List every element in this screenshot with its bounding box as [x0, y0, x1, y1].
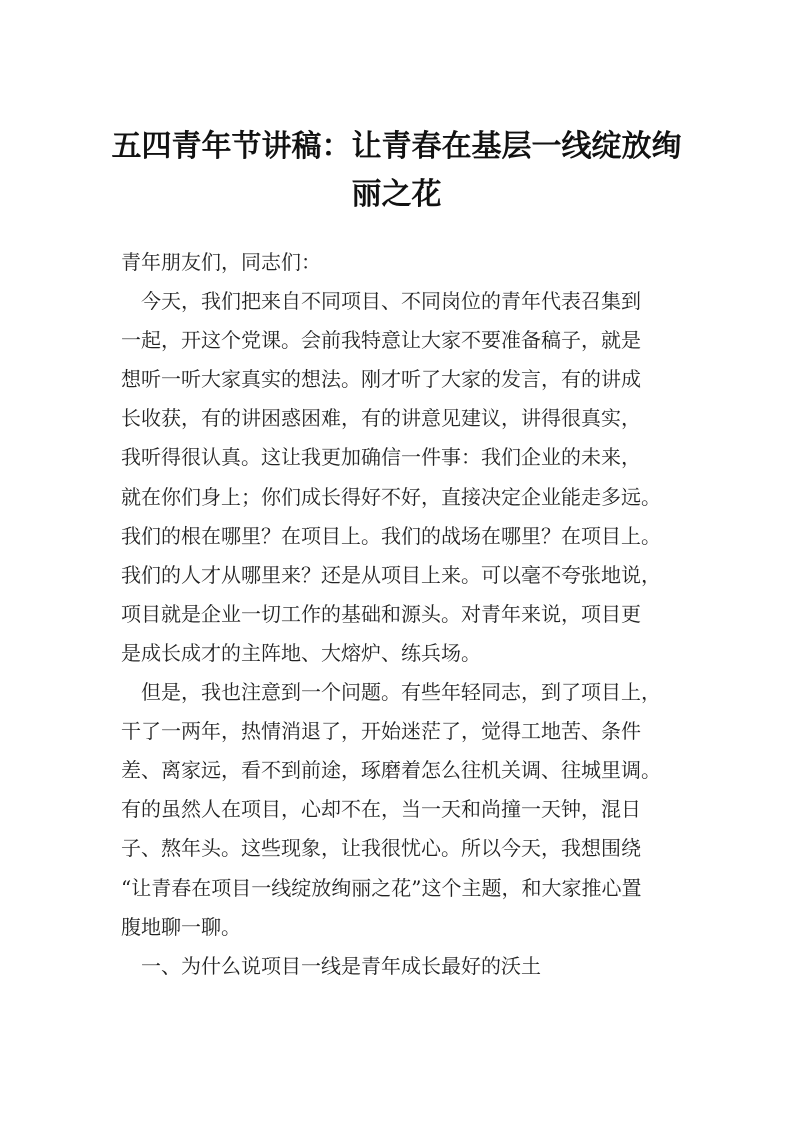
salutation-line: 青年朋友们，同志们：	[121, 250, 321, 274]
body-line: 今天，我们把来自不同项目、不同岗位的青年代表召集到	[141, 289, 641, 314]
body-line: “让青春在项目一线绽放绚丽之花”这个主题，和大家推心置	[121, 875, 642, 900]
document-title-line-2: 丽之花	[351, 177, 442, 212]
body-line: 我们的人才从哪里来？还是从项目上来。可以毫不夸张地说，	[121, 562, 661, 587]
body-line: 干了一两年，热情消退了，开始迷茫了，觉得工地苦、条件	[121, 719, 641, 744]
document-title-line-1: 五四青年节讲稿：让青春在基层一线绽放绚	[111, 129, 682, 164]
body-line: 想听一听大家真实的想法。刚才听了大家的发言，有的讲成	[121, 367, 641, 392]
body-line: 有的虽然人在项目，心却不在，当一天和尚撞一天钟，混日	[121, 797, 641, 822]
body-line: 我听得很认真。这让我更加确信一件事：我们企业的未来，	[121, 445, 641, 470]
body-line: 是成长成才的主阵地、大熔炉、练兵场。	[121, 640, 481, 665]
body-line: 腹地聊一聊。	[121, 914, 241, 939]
body-line: 长收获，有的讲困惑困难，有的讲意见建议，讲得很真实，	[121, 406, 641, 431]
body-line: 项目就是企业一切工作的基础和源头。对青年来说，项目更	[121, 601, 641, 626]
body-line: 我们的根在哪里？在项目上。我们的战场在哪里？在项目上。	[121, 523, 661, 548]
document-body	[121, 243, 686, 986]
body-line: 但是，我也注意到一个问题。有些年轻同志，到了项目上，	[141, 680, 661, 705]
section-heading-line: 一、为什么说项目一线是青年成长最好的沃土	[141, 953, 541, 978]
body-line: 一起，开这个党课。会前我特意让大家不要准备稿子，就是	[121, 328, 641, 353]
body-line: 差、离家远，看不到前途，琢磨着怎么往机关调、往城里调。	[121, 758, 661, 783]
body-line: 就在你们身上；你们成长得好不好，直接决定企业能走多远。	[121, 484, 661, 509]
body-line: 子、熬年头。这些现象，让我很忧心。所以今天，我想围绕	[121, 836, 641, 861]
